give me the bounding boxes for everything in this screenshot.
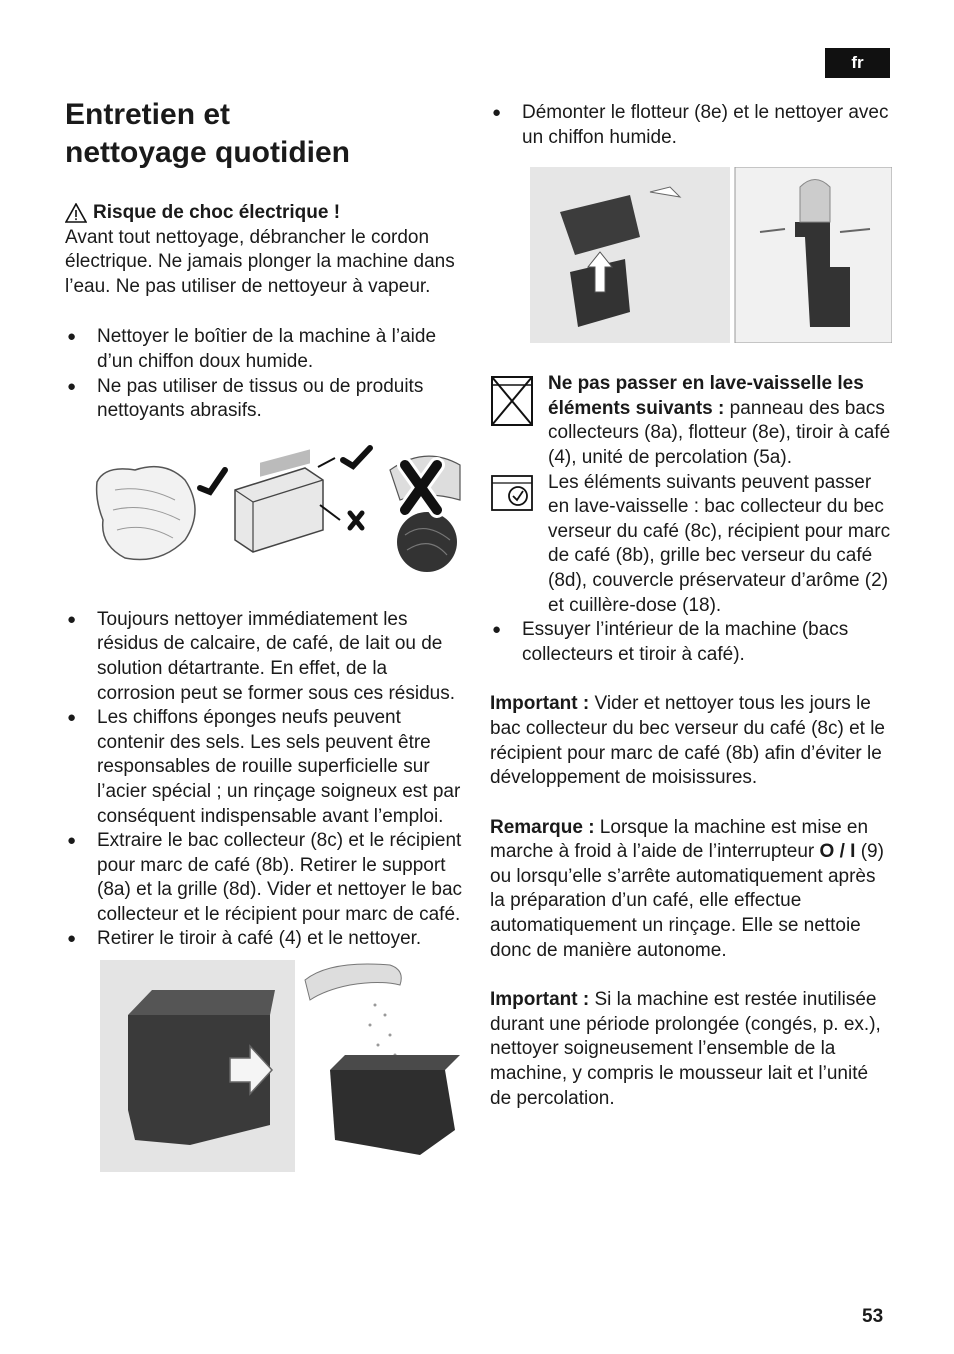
warning-triangle-icon	[65, 203, 87, 223]
list-item: ● Ne pas utiliser de tissus ou de produits nettoyants abrasifs.	[67, 375, 424, 422]
important-note-2: Important : Si la machine est restée inutilisée durant une période prolongée (congés, p. ex.), nettoyer soigneusement l’ensemble de la machine, y compris le mousseur lait et l’unité de percolation.	[490, 989, 881, 1109]
no-dishwasher-icon	[490, 375, 534, 427]
bullet-list-2	[65, 608, 465, 952]
dishwasher-no-row: Ne pas passer en lave-vaisselle les éléments suivants : panneau des bacs collecteurs (8a), flotteur (8e), tiroir à café (4), unité de percolation (5a).	[490, 372, 892, 470]
list-item: ● Démonter le flotteur (8e) et le nettoyer avec un chiffon humide.	[492, 102, 889, 148]
right-column	[490, 101, 892, 1111]
list-item: ● Retirer le tiroir à café (4) et le nettoyer.	[67, 928, 422, 950]
check-mark-icon	[200, 470, 225, 492]
dishwasher-yes-row: Les éléments suivants peuvent passer en lave-vaisselle : bac collecteur du bec verseur du café (8c), récipient pour marc de café (8b), grille bec verseur du café (8d), couvercle préservateur d’arôme (2) et cuillère-dose (18).	[490, 471, 892, 619]
warning-title: Risque de choc électrique !	[65, 201, 465, 226]
cleaning-materials-illustration	[65, 440, 465, 586]
coffee-drawer-illustration	[100, 960, 465, 1172]
warning-text: Avant tout nettoyage, débrancher le cordon électrique. Ne jamais plonger la machine dans l’eau. Ne pas utiliser de nettoyeur à vapeur.	[65, 226, 455, 297]
list-item: ● Extraire le bac collecteur (8c) et le récipient pour marc de café (8b). Retirer le support (8a) et la grille (8d). Vider et nettoyer le bac collecteur et le récipient pour marc de café.	[67, 830, 463, 925]
page-title: Entretien et nettoyage quotidien	[65, 98, 350, 169]
list-item: ● Essuyer l’intérieur de la machine (bacs collecteurs et tiroir à café).	[492, 619, 849, 665]
remark-note: Remarque : Lorsque la machine est mise en marche à froid à l’aide de l’interrupteur O / I (9) ou lorsqu’elle s’arrête automatiquement après la préparation d’un café, elle effectue automatiquement un rinçage. Elle se nettoie donc de manière autonome.	[490, 816, 884, 961]
check-mark-icon	[343, 448, 370, 466]
list-item: ● Les chiffons éponges neufs peuvent contenir des sels. Les sels peuvent être responsables de rouille superficielle sur l’acier spécial ; un rinçage soigneux est par conséquent indispensable avant l’emploi.	[67, 707, 461, 827]
dishwasher-section	[490, 372, 892, 618]
left-column	[65, 96, 465, 1172]
language-badge: fr	[825, 48, 890, 78]
bullet-list-1	[65, 325, 465, 423]
page-number: 53	[862, 1306, 884, 1327]
cross-mark-icon	[350, 513, 362, 528]
float-removal-illustration	[530, 167, 892, 343]
list-item: ● Toujours nettoyer immédiatement les résidus de calcaire, de café, de lait ou de solution détartrante. En effet, de la corrosion peut se former sous ces résidus.	[67, 608, 455, 704]
dishwasher-ok-icon	[490, 474, 534, 512]
bullet-list-3	[490, 101, 892, 150]
list-item: ● Nettoyer le boîtier de la machine à l’aide d’un chiffon doux humide.	[67, 326, 437, 372]
important-note-1: Important : Vider et nettoyer tous les jours le bac collecteur du bec verseur du café (8c) et le récipient pour marc de café (8b) afin d’éviter le développement de moisissures.	[490, 693, 885, 789]
bullet-list-4	[490, 618, 892, 667]
